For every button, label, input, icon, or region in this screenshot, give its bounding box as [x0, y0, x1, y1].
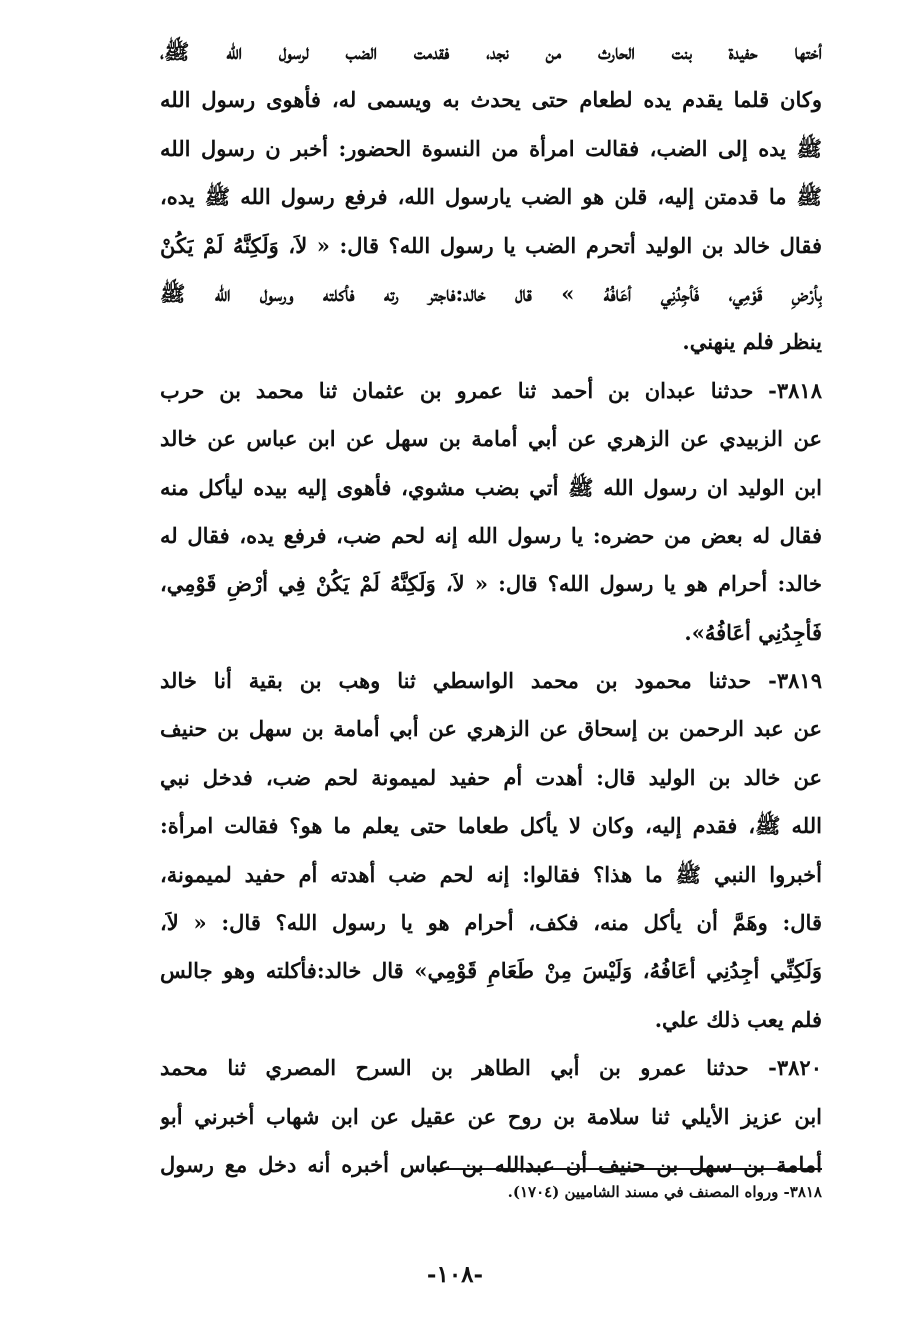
text-line: فقال خالد بن الوليد أتحرم الضب يا رسول الله؟ قال: « لاَ، وَلَكِنَّهُ لَمْ يَكُنْ: [160, 232, 822, 258]
text-line: ﷺ يده إلى الضب، فقالت امرأة من النسوة الحضور: أخبر ن رسول الله: [160, 135, 822, 161]
text-line: فقال له بعض من حضره: يا رسول الله إنه لحم ضب، فرفع يده، فقال له: [160, 522, 822, 548]
hadith-3820-heading-line: ٣٨٢٠- حدثنا عمرو بن أبي الطاهر بن السرح المصري ثنا محمد: [160, 1055, 822, 1081]
paragraph-end-line: ينظر فلم ينهني.: [682, 329, 822, 355]
paragraph-end-line: فلم يعب ذلك علي.: [654, 1006, 822, 1032]
text-line: بِأرْضِ قَوْمِي، فَأجِدُنِي أعَافُهُ » قال خالد:فاجتر رته فأكلته ورسول الله ﷺ: [160, 280, 822, 306]
text-line: أخبروا النبي ﷺ ما هذا؟ فقالوا: إنه لحم ضب أهدته أم حفيد لميمونة،: [160, 861, 822, 887]
text-line: قال: وهَمَّ أن يأكل منه، فكف، أحرام هو يا رسول الله؟ قال: « لاَ،: [160, 910, 822, 936]
text-line: عن عبد الرحمن بن إسحاق عن الزهري عن أبي أمامة بن سهل بن حنيف: [160, 716, 822, 742]
text-line: ابن الوليد ان رسول الله ﷺ أتي بضب مشوي، فأهوى إليه بيده ليأكل منه: [160, 474, 822, 500]
paragraph-end-line: فَأجِدُنِي أعَافُهُ».: [684, 619, 822, 645]
text-line: أختها حفيدة بنت الحارث من نجد، فقدمت الضب لرسول الله ﷺ،: [160, 39, 822, 64]
text-line: عن الزبيدي عن الزهري عن أبي أمامة بن سهل عن ابن عباس عن خالد: [160, 426, 822, 452]
footnote-divider: [432, 1168, 822, 1170]
text-line: خالد: أحرام هو يا رسول الله؟ قال: « لاَ، وَلَكِنَّهُ لَمْ يَكُنْ فِي أرْضِ قَوْمِي،: [160, 571, 822, 597]
hadith-3819-heading-line: ٣٨١٩- حدثنا محمود بن محمد الواسطي ثنا وهب بن بقية أنا خالد: [160, 668, 822, 694]
hadith-3818-heading-line: ٣٨١٨- حدثنا عبدان بن أحمد ثنا عمرو بن عثمان ثنا محمد بن حرب: [160, 377, 822, 403]
text-line: الله ﷺ، فقدم إليه، وكان لا يأكل طعاما حتى يعلم ما هو؟ فقالت امرأة:: [160, 813, 822, 839]
text-line: وكان قلما يقدم يده لطعام حتى يحدث به ويسمى له، فأهوى رسول الله: [160, 87, 822, 113]
footnote-text: ٣٨١٨- ورواه المصنف في مسند الشاميين (١٧٠٤).: [507, 1183, 822, 1201]
page-number: -١٠٨-: [426, 1261, 484, 1288]
text-line: ابن عزيز الأيلي ثنا سلامة بن روح عن عقيل عن ابن شهاب أخبرني أبو: [160, 1103, 822, 1129]
text-line: أمامة بن سهل بن حنيف أن عبدالله بن عباس أخبره أنه دخل مع رسول: [160, 1151, 822, 1177]
text-line: ﷺ ما قدمتن إليه، قلن هو الضب يارسول الله، فرفع رسول الله ﷺ يده،: [160, 184, 822, 210]
text-line: وَلَكِنِّي أجِدُنِي أعَافُهُ، وَلَيْسَ مِنْ طَعَامِ قَوْمِي» قال خالد:فأكلته وهو جالس: [160, 958, 822, 984]
text-line: عن خالد بن الوليد قال: أهدت أم حفيد لميمونة لحم ضب، فدخل نبي: [160, 764, 822, 790]
hadith-text-block: [160, 28, 822, 1189]
